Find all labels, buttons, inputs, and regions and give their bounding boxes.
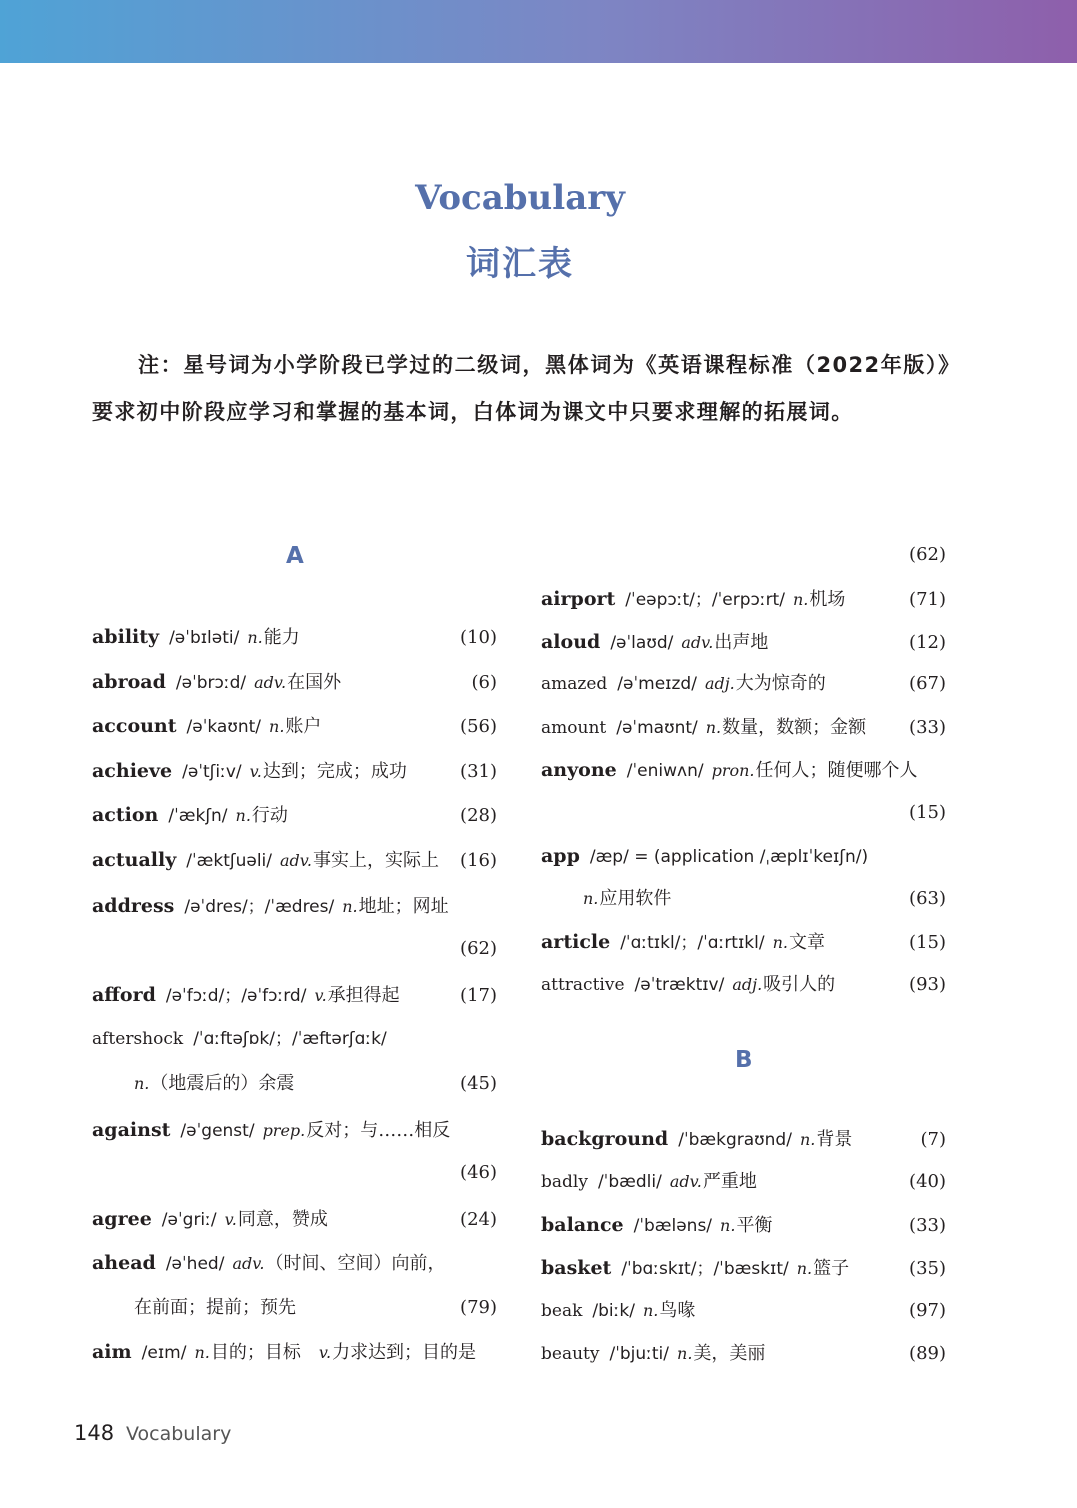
entry-app	[541, 841, 946, 871]
entry-definition: 背景	[816, 1129, 853, 1150]
entry-definition: 同意，赞成	[237, 1209, 328, 1230]
entry-app-definition	[541, 884, 946, 914]
entry-ahead	[92, 1248, 497, 1278]
entry-page: (28)	[460, 805, 497, 826]
header-gradient-bar	[0, 0, 1077, 63]
entry-definition: 机场	[809, 589, 846, 610]
entry-definition: （地震后的）余震	[150, 1073, 295, 1094]
entry-page: (40)	[909, 1171, 946, 1192]
entry-action	[92, 800, 497, 830]
entry-pos: n.	[796, 1259, 813, 1278]
entry-page: (79)	[460, 1297, 497, 1318]
entry-pos-2: v.	[318, 1343, 332, 1362]
entry-page: (62)	[909, 544, 946, 565]
entry-afford	[92, 980, 497, 1010]
entry-beauty	[541, 1339, 946, 1369]
entry-pos: n.	[799, 1130, 816, 1149]
entry-phonetic: /əˈgenst/	[180, 1121, 255, 1141]
entry-pos: adv.	[669, 1172, 702, 1191]
entry-word: against	[92, 1119, 171, 1141]
entry-word: actually	[92, 849, 177, 871]
entry-badly	[541, 1167, 946, 1197]
entry-definition: 严重地	[702, 1171, 757, 1192]
entry-word: anyone	[541, 759, 617, 781]
entry-phonetic: /əˈhed/	[165, 1254, 225, 1274]
entry-word: amount	[541, 718, 607, 738]
entry-page: (17)	[460, 985, 497, 1006]
entry-word: address	[92, 895, 175, 917]
entry-against-page	[92, 1158, 497, 1188]
entry-phonetic: /əˈmeɪzd/	[617, 674, 697, 694]
entry-page: (63)	[909, 888, 946, 909]
entry-phonetic: /ˈbæləns/	[633, 1216, 713, 1236]
entry-pos: adv.	[254, 673, 287, 692]
entry-word: action	[92, 804, 159, 826]
entry-word: afford	[92, 984, 156, 1006]
entry-basket	[541, 1253, 946, 1283]
entry-page: (12)	[909, 632, 946, 653]
entry-phonetic: /əˈgriː/	[161, 1210, 217, 1230]
entry-definition: 反对；与……相反	[306, 1120, 451, 1141]
entry-page: (89)	[909, 1343, 946, 1364]
entry-pos: n.	[677, 1344, 693, 1363]
entry-phonetic: /ˈeniwʌn/	[626, 761, 704, 781]
entry-word: agree	[92, 1208, 152, 1230]
entry-word: amazed	[541, 674, 608, 694]
entry-anyone	[541, 755, 946, 785]
entry-ahead-continued	[92, 1293, 497, 1323]
page-title: Vocabulary	[415, 178, 625, 218]
entry-definition: 达到；完成；成功	[262, 761, 407, 782]
entry-definition: 事实上，实际上	[313, 850, 440, 871]
entry-phonetic: /əˈbrɔːd/	[175, 673, 247, 693]
entry-aim	[92, 1337, 512, 1367]
entry-phonetic: /ˈæktʃuəli/	[186, 851, 272, 871]
entry-beak	[541, 1296, 946, 1326]
entry-phonetic: /æp/ = (application /ˌæplɪˈkeɪʃn/)	[589, 847, 869, 867]
footer-section-label: Vocabulary	[126, 1423, 232, 1445]
entry-page: (67)	[909, 673, 946, 694]
entry-word: aftershock	[92, 1029, 184, 1049]
entry-pos: adv.	[681, 633, 714, 652]
entry-phonetic: /əˈtʃiːv/	[182, 762, 242, 782]
entry-phonetic: /biːk/	[592, 1301, 635, 1321]
entry-word: achieve	[92, 760, 173, 782]
entry-phonetic: /əˈfɔːd/；/əˈfɔːrd/	[165, 986, 307, 1006]
entry-definition: 能力	[263, 627, 300, 648]
entry-word: beauty	[541, 1344, 600, 1364]
entry-pos: n.	[342, 897, 358, 916]
entry-definition: 目的；目标	[210, 1342, 301, 1363]
entry-pos: n.	[642, 1301, 659, 1320]
entry-phonetic: /əˈtræktɪv/	[634, 975, 725, 995]
entry-word: app	[541, 845, 580, 867]
entry-pos: v.	[314, 986, 327, 1005]
entry-page: (45)	[460, 1073, 497, 1094]
entry-word: ahead	[92, 1252, 156, 1274]
entry-word: basket	[541, 1257, 612, 1279]
entry-pos: n.	[247, 628, 263, 647]
entry-phonetic: /əˈlaʊd/	[610, 633, 674, 653]
entry-definition: 数量，数额；金额	[722, 717, 867, 738]
entry-page: (35)	[909, 1258, 946, 1279]
entry-pos: n.	[194, 1343, 210, 1362]
entry-page: (15)	[909, 802, 946, 823]
entry-word: article	[541, 931, 611, 953]
entry-page: (33)	[909, 1215, 946, 1236]
entry-phonetic: /əˈbɪləti/	[169, 628, 240, 648]
entry-page: (24)	[460, 1209, 497, 1230]
entry-abroad	[92, 667, 497, 697]
entry-against	[92, 1115, 497, 1145]
entry-phonetic: /ˈbjuːti/	[609, 1344, 670, 1364]
entry-page: (10)	[460, 627, 497, 648]
entry-definition: 鸟喙	[659, 1300, 696, 1321]
entry-page: (15)	[909, 932, 946, 953]
entry-background	[541, 1124, 946, 1154]
entry-article	[541, 927, 946, 957]
entry-phonetic: /əˈkaʊnt/	[186, 717, 262, 737]
entry-definition: 在国外	[287, 672, 342, 693]
entry-page: (46)	[460, 1162, 497, 1183]
entry-definition: 承担得起	[327, 985, 400, 1006]
entry-word: aloud	[541, 631, 601, 653]
entry-pos: adj.	[704, 674, 735, 693]
entry-pos: n.	[134, 1074, 150, 1093]
entry-aftershock-definition	[92, 1069, 497, 1099]
entry-aloud	[541, 627, 946, 657]
entry-amount	[541, 713, 946, 743]
entry-definition: 文章	[788, 932, 825, 953]
entry-word: account	[92, 715, 177, 737]
entry-pos: n.	[583, 889, 599, 908]
entry-aim-page	[541, 540, 946, 570]
entry-definition: 在前面；提前；预先	[134, 1297, 296, 1318]
entry-phonetic: /ˈbædli/	[597, 1172, 662, 1192]
entry-page: (56)	[460, 716, 497, 737]
entry-pos: n.	[705, 718, 722, 737]
entry-aftershock	[92, 1024, 497, 1054]
entry-ability	[92, 622, 497, 652]
section-letter-b: B	[735, 1047, 753, 1073]
entry-phonetic: /eɪm/	[141, 1343, 187, 1363]
entry-phonetic: /əˈdres/；/ˈædres/	[184, 897, 335, 917]
entry-page: (31)	[460, 761, 497, 782]
entry-pos: adv.	[280, 851, 313, 870]
entry-actually	[92, 845, 497, 875]
entry-page: (6)	[471, 672, 497, 693]
entry-page: (33)	[909, 717, 946, 738]
entry-pos: n.	[269, 717, 285, 736]
entry-pos: v.	[249, 762, 262, 781]
entry-word: attractive	[541, 975, 625, 995]
section-letter-a: A	[286, 543, 304, 569]
entry-definition: 账户	[285, 716, 322, 737]
page-title-chinese: 词汇表	[466, 244, 574, 284]
entry-phonetic: /ˈbækgraʊnd/	[678, 1130, 792, 1150]
entry-pos: n.	[792, 590, 809, 609]
entry-pos: prep.	[262, 1121, 306, 1140]
entry-achieve	[92, 756, 497, 786]
entry-page: (71)	[909, 589, 946, 610]
entry-agree	[92, 1204, 497, 1234]
entry-page: (93)	[909, 974, 946, 995]
entry-definition: 应用软件	[599, 888, 672, 909]
entry-pos: pron.	[711, 761, 755, 780]
entry-pos: adv.	[232, 1254, 265, 1273]
entry-definition: 地址；网址	[358, 896, 449, 917]
entry-phonetic: /ˈækʃn/	[168, 806, 228, 826]
entry-address	[92, 891, 497, 921]
entry-page: (97)	[909, 1300, 946, 1321]
entry-account	[92, 711, 497, 741]
entry-definition: 吸引人的	[763, 974, 836, 995]
entry-address-page	[92, 934, 497, 964]
entry-attractive	[541, 970, 946, 1000]
entry-airport	[541, 584, 946, 614]
entry-definition: 行动	[251, 805, 288, 826]
entry-amazed	[541, 669, 946, 699]
entry-word: aim	[92, 1341, 132, 1363]
entry-pos: n.	[772, 933, 788, 952]
entry-definition: 美，美丽	[693, 1343, 766, 1364]
entry-anyone-page	[541, 798, 946, 828]
entry-pos: adj.	[732, 975, 763, 994]
entry-word: background	[541, 1128, 669, 1150]
entry-phonetic: /əˈmaʊnt/	[616, 718, 698, 738]
entry-phonetic: /ˈbɑːskɪt/；/ˈbæskɪt/	[621, 1259, 789, 1279]
entry-phonetic: /ˈɑːftəʃɒk/；/ˈæftərʃɑːk/	[193, 1029, 387, 1049]
entry-definition: （时间、空间）向前，	[265, 1253, 446, 1274]
entry-word: beak	[541, 1301, 583, 1321]
entry-phonetic: /ˈeəpɔːt/；/ˈerpɔːrt/	[625, 590, 785, 610]
entry-pos: n.	[720, 1216, 736, 1235]
entry-definition: 任何人；随便哪个人	[755, 760, 918, 781]
entry-word: ability	[92, 626, 160, 648]
entry-definition-2: 力求达到；目的是	[332, 1342, 477, 1363]
entry-page: (16)	[460, 850, 497, 871]
entry-pos: n.	[235, 806, 251, 825]
entry-balance	[541, 1210, 946, 1240]
entry-phonetic: /ˈɑːtɪkl/；/ˈɑːrtɪkl/	[620, 933, 765, 953]
entry-definition: 篮子	[813, 1258, 850, 1279]
entry-word: balance	[541, 1214, 624, 1236]
entry-page: (62)	[460, 938, 497, 959]
note-paragraph: 注：星号词为小学阶段已学过的二级词，黑体词为《英语课程标准（2022年版）》要求初中阶段应学习和掌握的基本词，白体词为课文中只要求理解的拓展词。	[92, 353, 950, 424]
entry-definition: 平衡	[736, 1215, 773, 1236]
entry-pos: v.	[224, 1210, 237, 1229]
entry-word: airport	[541, 588, 616, 610]
entry-page: (7)	[920, 1129, 946, 1150]
entry-word: abroad	[92, 671, 166, 693]
entry-definition: 出声地	[714, 632, 769, 653]
entry-definition: 大为惊奇的	[735, 673, 826, 694]
footer-page-number: 148	[74, 1421, 115, 1445]
entry-word: badly	[541, 1172, 588, 1192]
